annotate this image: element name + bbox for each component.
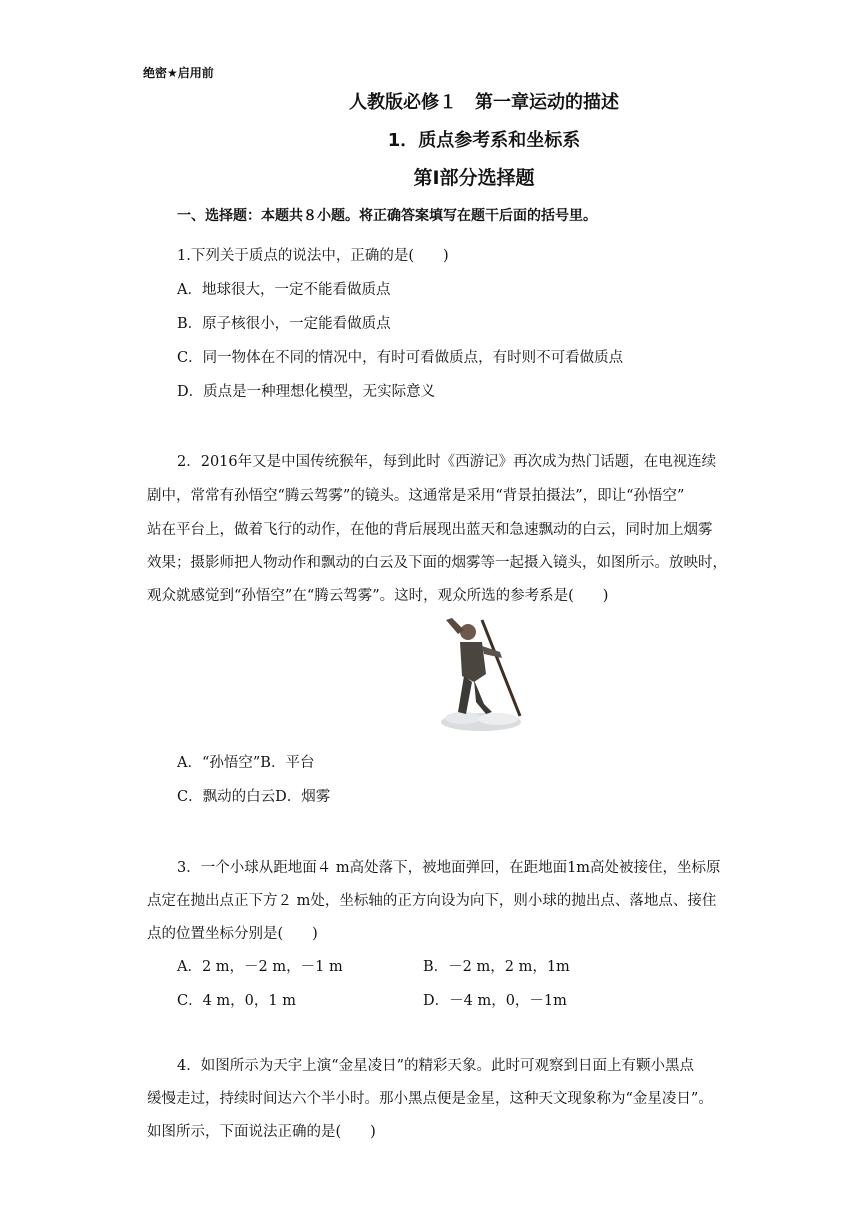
question-2-stem-line: 效果；摄影师把人物动作和飘动的白云及下面的烟雾等一起摄入镜头，如图所示。放映时， bbox=[147, 555, 727, 571]
question-2-stem-line: 观众就感觉到“孙悟空”在“腾云驾雾”。这时，观众所选的参考系是( ) bbox=[147, 588, 609, 604]
section-instruction: 一、选择题：本题共８小题。将正确答案填写在题干后面的括号里。 bbox=[177, 208, 597, 224]
question-1-option-d: D．质点是一种理想化模型，无实际意义 bbox=[177, 384, 436, 400]
question-2-option-cd: C．飘动的白云D．烟雾 bbox=[177, 789, 331, 805]
question-4-stem-line: 如图所示，下面说法正确的是( ) bbox=[147, 1124, 376, 1140]
question-2-option-ab: A．“孙悟空”B．平台 bbox=[177, 755, 315, 771]
question-1-option-b: B．原子核很小，一定能看做质点 bbox=[177, 316, 391, 332]
question-3-option-b: B．－2 m，2 m，1m bbox=[423, 959, 570, 975]
question-4-stem-line: 缓慢走过，持续时间达六个半小时。那小黑点便是金星，这种天文现象称为“金星凌日”。 bbox=[147, 1091, 713, 1107]
lesson-subtitle: 1．质点参考系和坐标系 bbox=[387, 130, 581, 151]
question-1-stem: 1.下列关于质点的说法中，正确的是( ) bbox=[177, 248, 449, 264]
question-3-option-a: A．2 m，－2 m，－1 m bbox=[177, 959, 343, 975]
question-2-stem-line: 2．2016年又是中国传统猴年，每到此时《西游记》再次成为热门话题，在电视连续 bbox=[177, 454, 717, 470]
question-3-stem-line: 3．一个小球从距地面４ m高处落下，被地面弹回，在距地面1m高处被接住，坐标原 bbox=[177, 860, 721, 876]
question-3-stem-line: 点定在抛出点正下方２ m处，坐标轴的正方向设为向下，则小球的抛出点、落地点、接住 bbox=[147, 893, 717, 909]
question-2-stem-line: 站在平台上，做着飞行的动作，在他的背后展现出蓝天和急速飘动的白云，同时加上烟雾 bbox=[147, 522, 713, 538]
question-1-option-a: A．地球很大，一定不能看做质点 bbox=[177, 282, 391, 298]
question-4-stem-line: 4．如图所示为天宇上演“金星凌日”的精彩天象。此时可观察到日面上有颗小黑点 bbox=[177, 1058, 695, 1074]
question-3-option-c: C．4 m，0，1 m bbox=[177, 993, 296, 1009]
part-title: 第Ⅰ部分选择题 bbox=[413, 167, 535, 189]
document-title: 人教版必修１ 第一章运动的描述 bbox=[349, 92, 619, 113]
question-3-stem-line: 点的位置坐标分别是( ) bbox=[147, 926, 318, 942]
question-2-stem-line: 剧中，常常有孙悟空“腾云驾雾”的镜头。这通常是采用“背景拍摄法”，即让“孙悟空” bbox=[147, 488, 685, 504]
question-1-option-c: C．同一物体在不同的情况中，有时可看做质点，有时则不可看做质点 bbox=[177, 350, 624, 366]
confidential-label: 绝密★启用前 bbox=[143, 66, 214, 80]
monkey-king-figure bbox=[438, 612, 524, 732]
question-3-option-d: D．－4 m，0，－1m bbox=[423, 993, 567, 1009]
